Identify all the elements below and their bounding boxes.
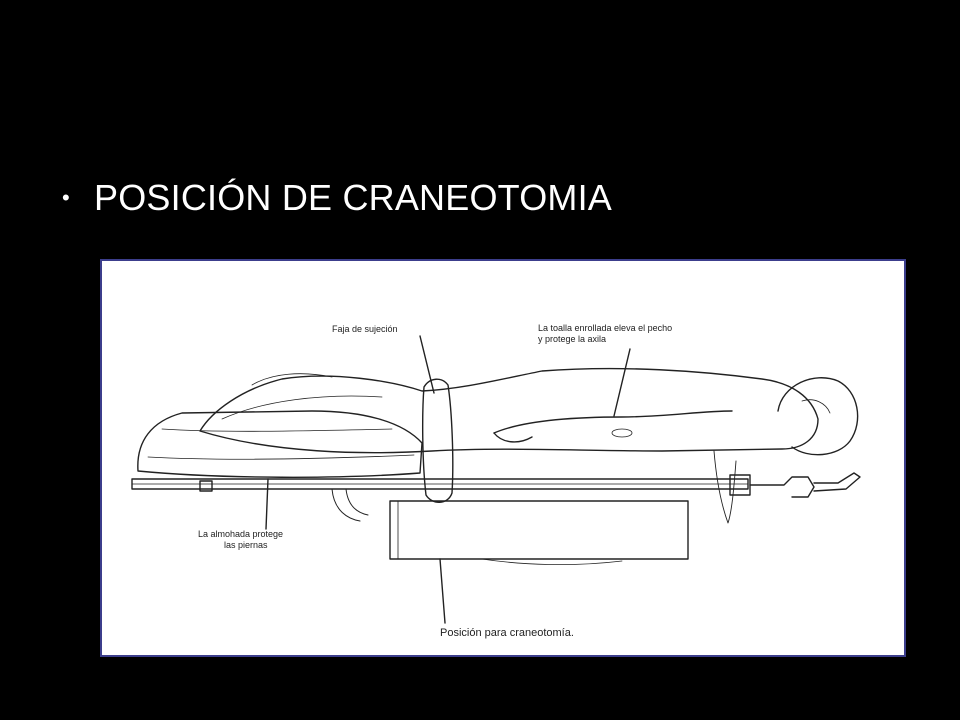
pillow-label-line2: las piernas bbox=[224, 540, 268, 550]
pillow-leader-line bbox=[266, 479, 268, 529]
table-base bbox=[390, 501, 688, 559]
bullet-item bbox=[62, 176, 612, 220]
towel-label-line2: y protege la axila bbox=[538, 334, 607, 344]
patient-on-table-drawing bbox=[102, 261, 904, 655]
craniotomy-position-illustration bbox=[100, 259, 906, 657]
pillow-label-line1: La almohada protege bbox=[198, 529, 284, 539]
head-holder bbox=[750, 477, 814, 497]
towel-label-line1: La toalla enrollada eleva el pecho bbox=[538, 323, 673, 333]
patient-arm bbox=[494, 411, 732, 433]
leg-pillow bbox=[138, 411, 422, 477]
figure-caption: Posición para craneotomía. bbox=[440, 627, 574, 639]
towel-leader-line bbox=[614, 349, 630, 416]
belt-leader-line bbox=[420, 336, 434, 393]
belt-label: Faja de sujeción bbox=[332, 324, 398, 334]
bullet-marker: • bbox=[62, 185, 70, 210]
slide-title: POSICIÓN DE CRANEOTOMIA bbox=[94, 177, 613, 218]
caption-leader-line bbox=[440, 559, 445, 623]
